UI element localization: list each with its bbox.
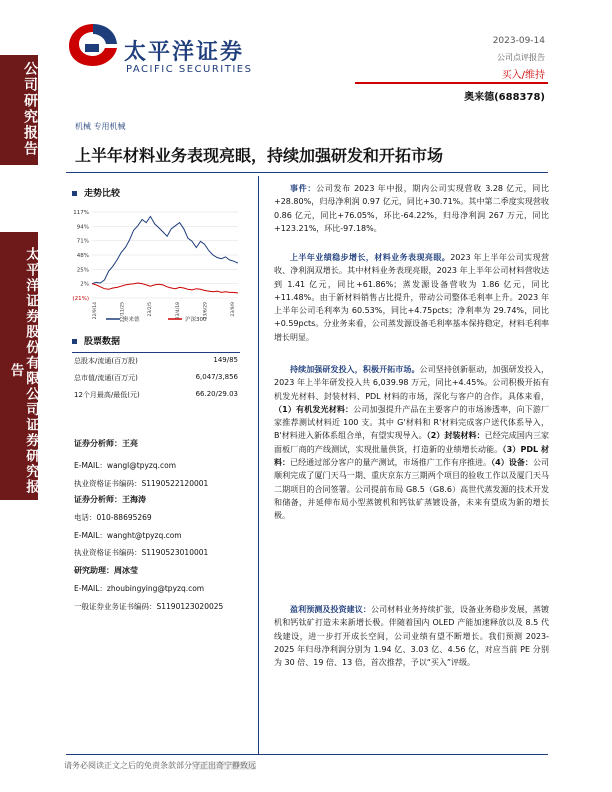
stock-name: 奥来德(688378) <box>464 92 545 103</box>
sidebar-category-label: 公司研究报告 <box>22 61 38 157</box>
footer-text: 请务必阅读正文之后的免责条款部分 <box>64 761 192 770</box>
analyst-1-cert: 执业资格证书编码：S1190522120001 <box>74 479 209 488</box>
legend-label: 奥来德 <box>123 317 140 323</box>
footer-motto: 守正出奇宁静致远 <box>192 761 256 770</box>
footer-disclaimer <box>64 760 256 771</box>
industry-tag: 机械 专用机械 <box>75 122 126 131</box>
stock-data-row: 12个月最高/最低(元) 66.20/29.03 <box>74 390 238 399</box>
analyst-2-name: 证券分析师：王海涛 <box>74 495 146 504</box>
x-tick-label: 22/11/25 <box>120 302 126 323</box>
report-date: 2023-09-14 <box>492 36 545 46</box>
x-tick-label: 23/6/29 <box>203 302 209 320</box>
analyst-1-name: 证券分析师：王亮 <box>74 439 138 448</box>
footer-divider <box>66 754 548 755</box>
event-paragraph: 事件：公司发布 2023 年中报，期内公司实现营收 3.28 亿元，同比+28.80%，归母净利润 0.97 亿元，同比+30.71%。其中第二季度实现营收 0.86 亿元，同比+76.05%，环比-64.22%，归母净利润 267 万元，同比+123.21%，环比-97.18%。 <box>274 184 550 233</box>
x-tick-label: 23/2/5 <box>148 302 154 317</box>
stock-data-row: 总市值/流通(百万元) 6,047/3,856 <box>74 373 238 382</box>
y-tick-label: 94% <box>76 224 89 231</box>
forecast-paragraph: 盈利预测及投资建议：公司材料业务持续扩张，设备业务稳步发展，蒸镀机和钙钛矿打造未来新增长极。伴随着国内 OLED 产能加速释放以及 8.5 代线建设，进一步打开成长空间，公司业绩有望不断增长。我们预测 2023-2025 年归母净利润分别为 1.94 亿、3.03 亿、4.56 亿，对应当前 PE 分别为 30 倍、19 倍、13 倍，首次推荐，予以“买入”评级。 <box>274 605 549 668</box>
x-tick-label: 22/9/14 <box>93 302 98 320</box>
y-tick-label: 25% <box>76 267 89 274</box>
y-tick-label: 117% <box>73 210 89 216</box>
analyst-2-email[interactable]: E-MAIL：wanght@tpyzq.com <box>74 531 182 540</box>
column-divider <box>258 176 259 754</box>
sidebar-report-category <box>0 55 38 165</box>
stock-data-row: 总股本/流通(百万股) 149/85 <box>74 356 238 365</box>
sidebar-company-banner <box>0 232 38 500</box>
title-divider <box>66 172 548 173</box>
x-tick-label: 23/9/9 <box>231 302 236 317</box>
analyst-2-cert: 执业资格证书编码：S1190523010001 <box>74 548 209 557</box>
performance-paragraph: 上半年业绩稳步增长，材料业务表现亮眼。2023 年上半年公司实现营收、净利润双增长。其中材料业务表现亮眼，2023 年上半年公司材料营收达到 1.41 亿元，同比+61.86%；蒸发源设备营收为 1.86 亿元，同比+11.48%。由于新材料销售占比提升，带动公司整体毛利率上升。2023 年上半年公司毛利率为 60.53%，同比+4.75pcts；净利率为 29.74%，同比+0.59pcts。分业务来看，公司蒸发源设备毛利率基本保持稳定，材料毛利率增长明显。 <box>274 253 550 342</box>
stock-data-heading: 股票数据 <box>72 334 120 347</box>
y-tick-label: 71% <box>76 238 89 245</box>
assistant-email[interactable]: E-MAIL：zhoubingying@tpyzq.com <box>74 584 205 593</box>
logo-text-en: PACIFIC SECURITIES <box>126 64 253 75</box>
stock-data-divider <box>72 352 240 353</box>
header-divider <box>355 82 548 84</box>
logo-text-cn: 太平洋证券 <box>124 40 245 65</box>
y-tick-label: 2% <box>80 281 89 288</box>
series-line-hs300 <box>92 283 238 293</box>
assistant-cert: 一般证券业务证书编码：S1190123020025 <box>74 602 224 611</box>
trend-heading: 走势比较 <box>72 186 120 199</box>
rnd-paragraph: 持续加强研发投入，积极开拓市场。公司坚持创新驱动，加强研发投入，2023 年上半年研发投入共 6,039.98 万元，同比+4.45%。公司积极开拓有机发光材料、封装材料、PDL 材料的市场，深化与客户的合作。具体来看，（1）有机发光材料：公司加强提升产品在主要客户的市场渗透率，向下游厂家推荐测试材料近 100 支。其中 G'材料和 R'材料完成客户送代体系导入，B'材料进入新体系组合单，有望实现导入。（2）封装材料：已经完成国内三家面板厂商的产线测试，实现批量供货，打造新的业绩增长动能。（3）PDL 材料：已经通过部分客户的量产测试，市场推广工作有序推进。（4）设备：公司顺利完成了厦门天马一期、重庆京东方三期两个项目的验收工作以及厦门天马二期项目的合同签署。公司提前布局 G8.5（G8.6）高世代蒸发源的技术开发和储备，并延伸布局小型蒸镀机和钙钛矿蒸镀设备，未来有望成为新的增长极。 <box>274 365 550 521</box>
sidebar-company-label: 太平洋证券股份有限公司证券研究报告 <box>7 247 39 495</box>
analyst-1-email[interactable]: E-MAIL：wangl@tpyzq.com <box>74 461 177 470</box>
analyst-2-tel: 电话：010-88695269 <box>74 513 152 522</box>
page-title: 上半年材料业务表现亮眼，持续加强研发和开拓市场 <box>75 146 444 165</box>
section-square-icon <box>72 191 77 196</box>
pacific-logo-icon <box>65 18 121 70</box>
section-square-icon <box>72 339 77 344</box>
assistant-name: 研究助理：周冰莹 <box>74 566 138 575</box>
trend-chart <box>66 204 246 328</box>
y-tick-label: 48% <box>76 253 89 259</box>
y-tick-label: (21%) <box>72 296 89 302</box>
rating-badge: 买入/维持 <box>501 70 545 81</box>
report-type: 公司点评报告 <box>497 53 545 62</box>
x-tick-label: 23/4/18 <box>175 302 181 320</box>
legend-label: 沪深300 <box>185 317 207 323</box>
